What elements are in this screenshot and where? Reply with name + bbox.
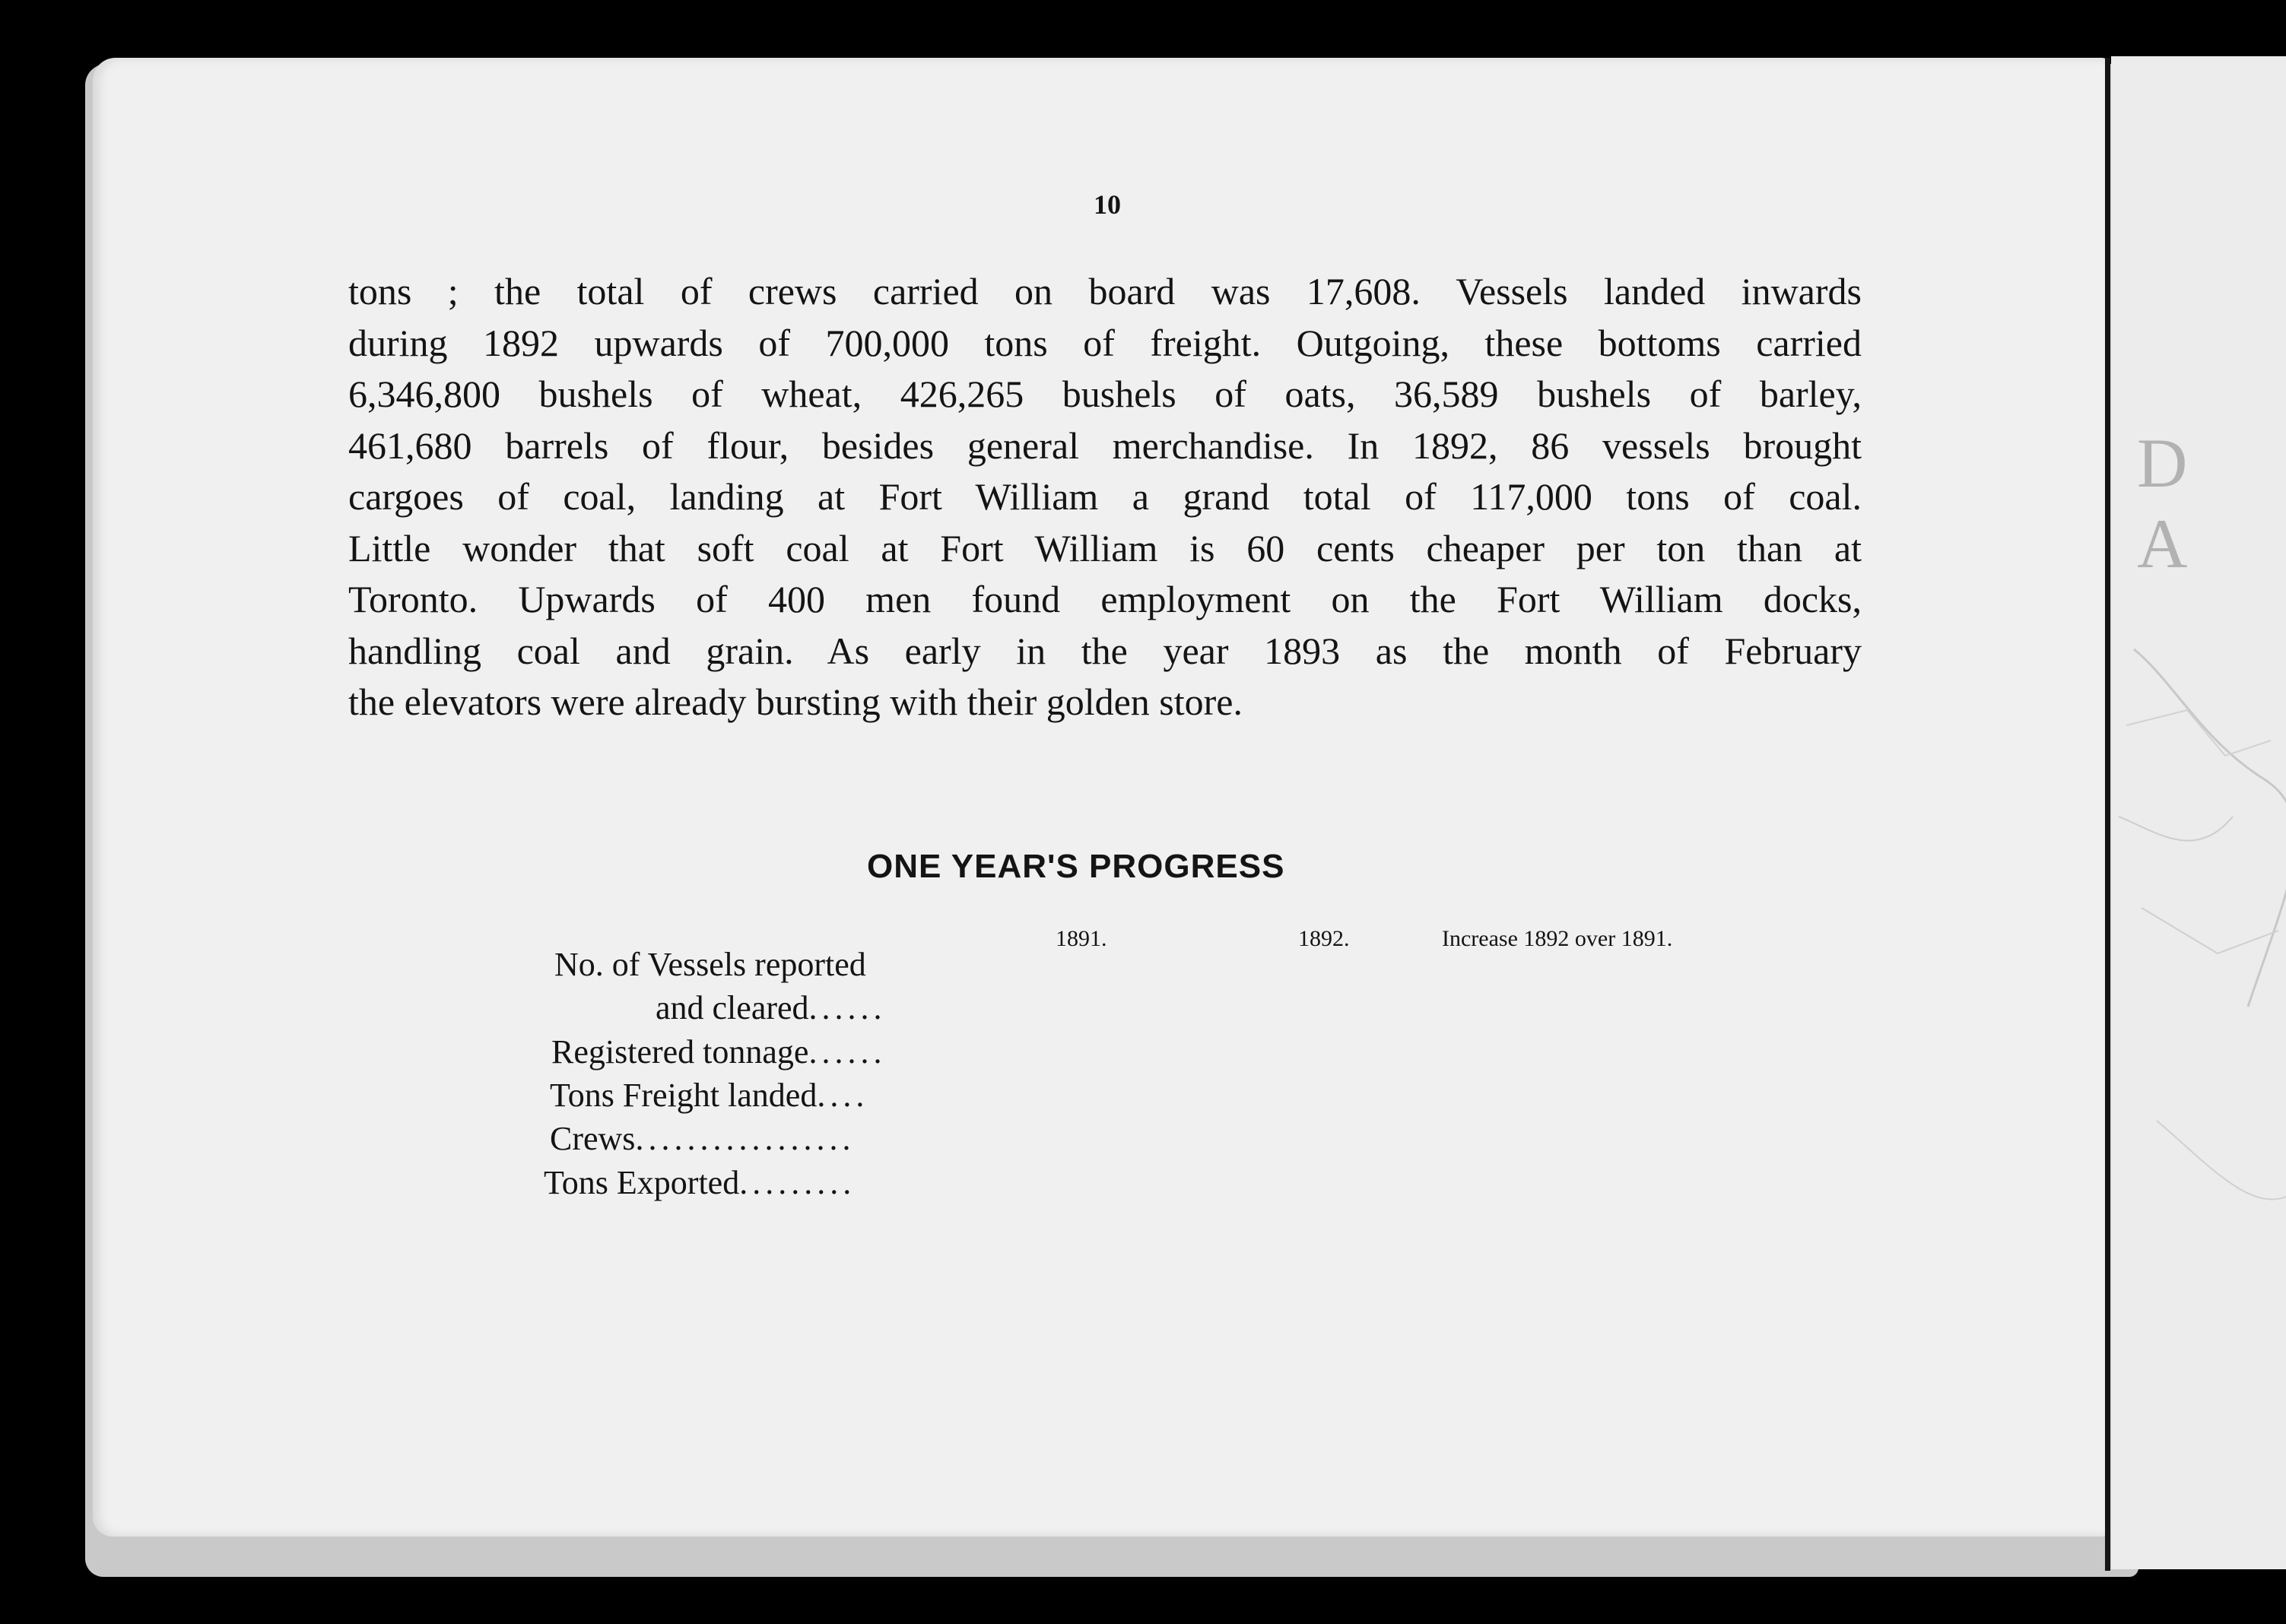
row-label: Registered tonnage ...... [551,1033,887,1071]
paragraph-line: Toronto. Upwards of 400 men found employment on the Fort William docks, [348,578,1862,620]
paragraph-line: 461,680 barrels of flour, besides general merchandise. In 1892, 86 vessels brought [348,423,1862,467]
row-label: No. of Vessels reported [554,946,866,983]
paragraph-line: tons ; the total of crews carried on board was 17,608. Vessels landed inwards [348,270,1862,312]
adjacent-page [2111,56,2286,1569]
map-fragment-icon [2111,56,2286,1569]
paragraph-line: handling coal and grain. As early in the year 1893 as the month of February [348,629,1862,672]
paragraph-line: the elevators were already bursting with their golden store. [348,680,1243,723]
adjacent-page-text: D A [2137,424,2203,582]
paragraph-line: cargoes of coal, landing at Fort William a grand total of 117,000 tons of coal. [348,475,1862,518]
body-paragraph [348,266,1862,728]
paragraph-line: 6,346,800 bushels of wheat, 426,265 bushels of oats, 36,589 bushels of barley, [348,373,1862,415]
row-label: Tons Exported ......... [544,1164,856,1201]
column-header: 1891. [1056,926,1107,951]
section-title: ONE YEAR'S PROGRESS [867,848,1285,885]
column-header: 1892. [1298,926,1350,951]
paragraph-line: Little wonder that soft coal at Fort William is 60 cents cheaper per ton than at [348,526,1862,569]
paragraph-line: during 1892 upwards of 700,000 tons of freight. Outgoing, these bottoms carried [348,321,1862,364]
row-label: Crews ................. [550,1120,856,1157]
row-label: and cleared ...... [656,989,887,1026]
row-label: Tons Freight landed .... [550,1077,869,1114]
book-spine [2105,58,2110,1571]
column-header: Increase 1892 over 1891. [1442,926,1673,951]
